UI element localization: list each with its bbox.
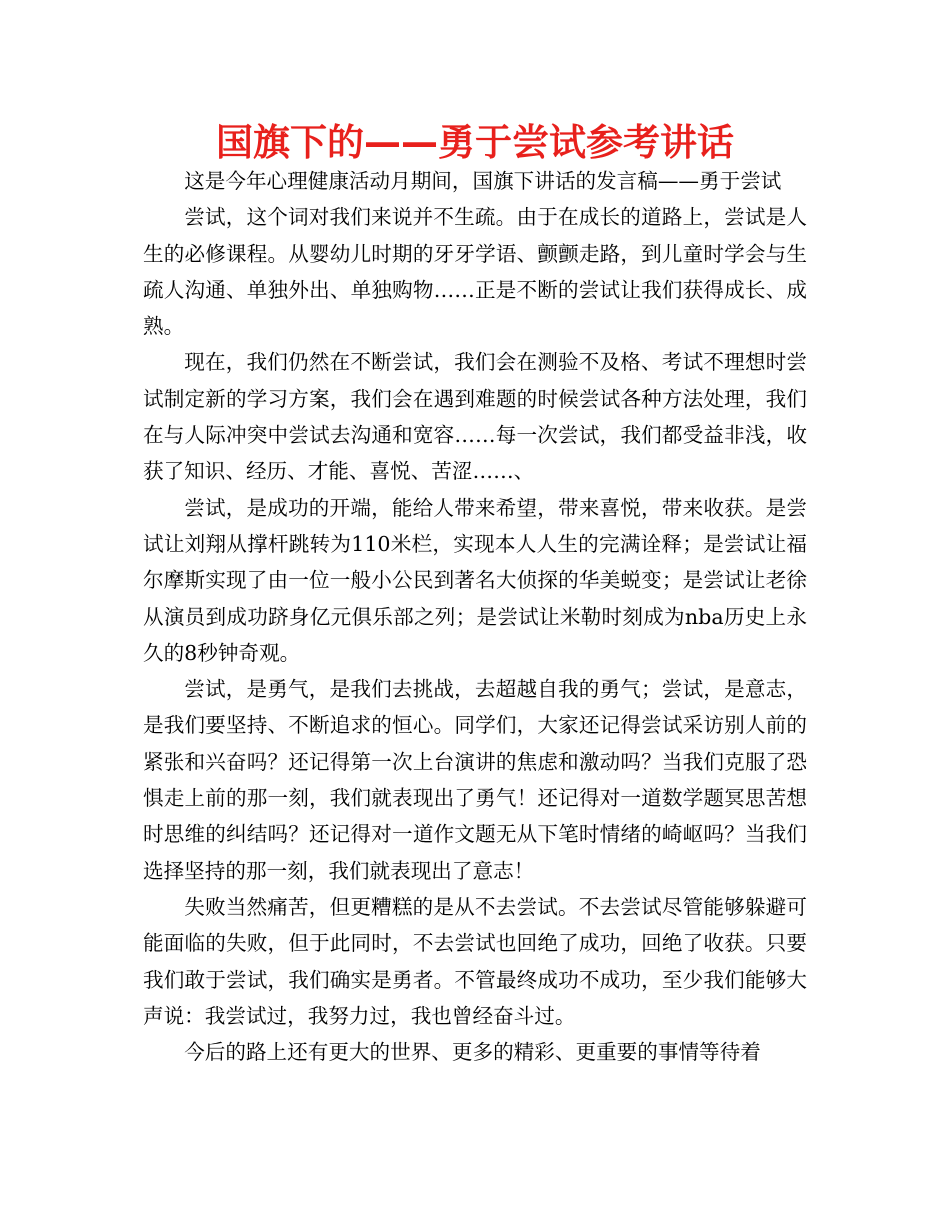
paragraph-last: 今后的路上还有更大的世界、更多的精彩、更重要的事情等待着: [184, 1040, 761, 1065]
paragraph: 尝试，是成功的开端，能给人带来希望，带来喜悦，带来收获。是尝试让刘翔从撑杆跳转为110米栏，实现本人人生的完满诠释；是尝试让福尔摩斯实现了由一位一般小公民到著名大侦探的华美蜕变；是尝试让老徐从演员到成功跻身亿元俱乐部之列；是尝试让米勒时刻成为nba历史上永久的8秒钟奇观。: [143, 495, 807, 665]
document-title: 国旗下的——勇于尝试参考讲话: [216, 121, 734, 164]
paragraph: 尝试，这个词对我们来说并不生疏。由于在成长的道路上，尝试是人生的必修课程。从婴幼儿时期的牙牙学语、颤颤走路，到儿童时学会与生疏人沟通、单独外出、单独购物……正是不断的尝试让我们获得成长、成熟。: [143, 205, 807, 339]
paragraph: 尝试，是勇气，是我们去挑战，去超越自我的勇气；尝试，是意志，是我们要坚持、不断追求的恒心。同学们，大家还记得尝试采访别人前的紧张和兴奋吗？还记得第一次上台演讲的焦虑和激动吗？当我们克服了恐惧走上前的那一刻，我们就表现出了勇气！还记得对一道数学题冥思苦想时思维的纠结吗？还记得对一道作文题无从下笔时情绪的崎岖吗？当我们选择坚持的那一刻，我们就表现出了意志！: [143, 677, 807, 883]
paragraph: 现在，我们仍然在不断尝试，我们会在测验不及格、考试不理想时尝试制定新的学习方案，我们会在遇到难题的时候尝试各种方法处理，我们在与人际冲突中尝试去沟通和宽容……每一次尝试，我们都受益非浅，收获了知识、经历、才能、喜悦、苦涩……、: [143, 350, 807, 484]
paragraph: 失败当然痛苦，但更糟糕的是从不去尝试。不去尝试尽管能够躲避可能面临的失败，但于此同时，不去尝试也回绝了成功，回绝了收获。只要我们敢于尝试，我们确实是勇者。不管最终成功不成功，至少我们能够大声说：我尝试过，我努力过，我也曾经奋斗过。: [143, 894, 807, 1028]
paragraph-intro: 这是今年心理健康活动月期间，国旗下讲话的发言稿——勇于尝试: [184, 169, 782, 193]
document-body: [143, 163, 807, 1070]
